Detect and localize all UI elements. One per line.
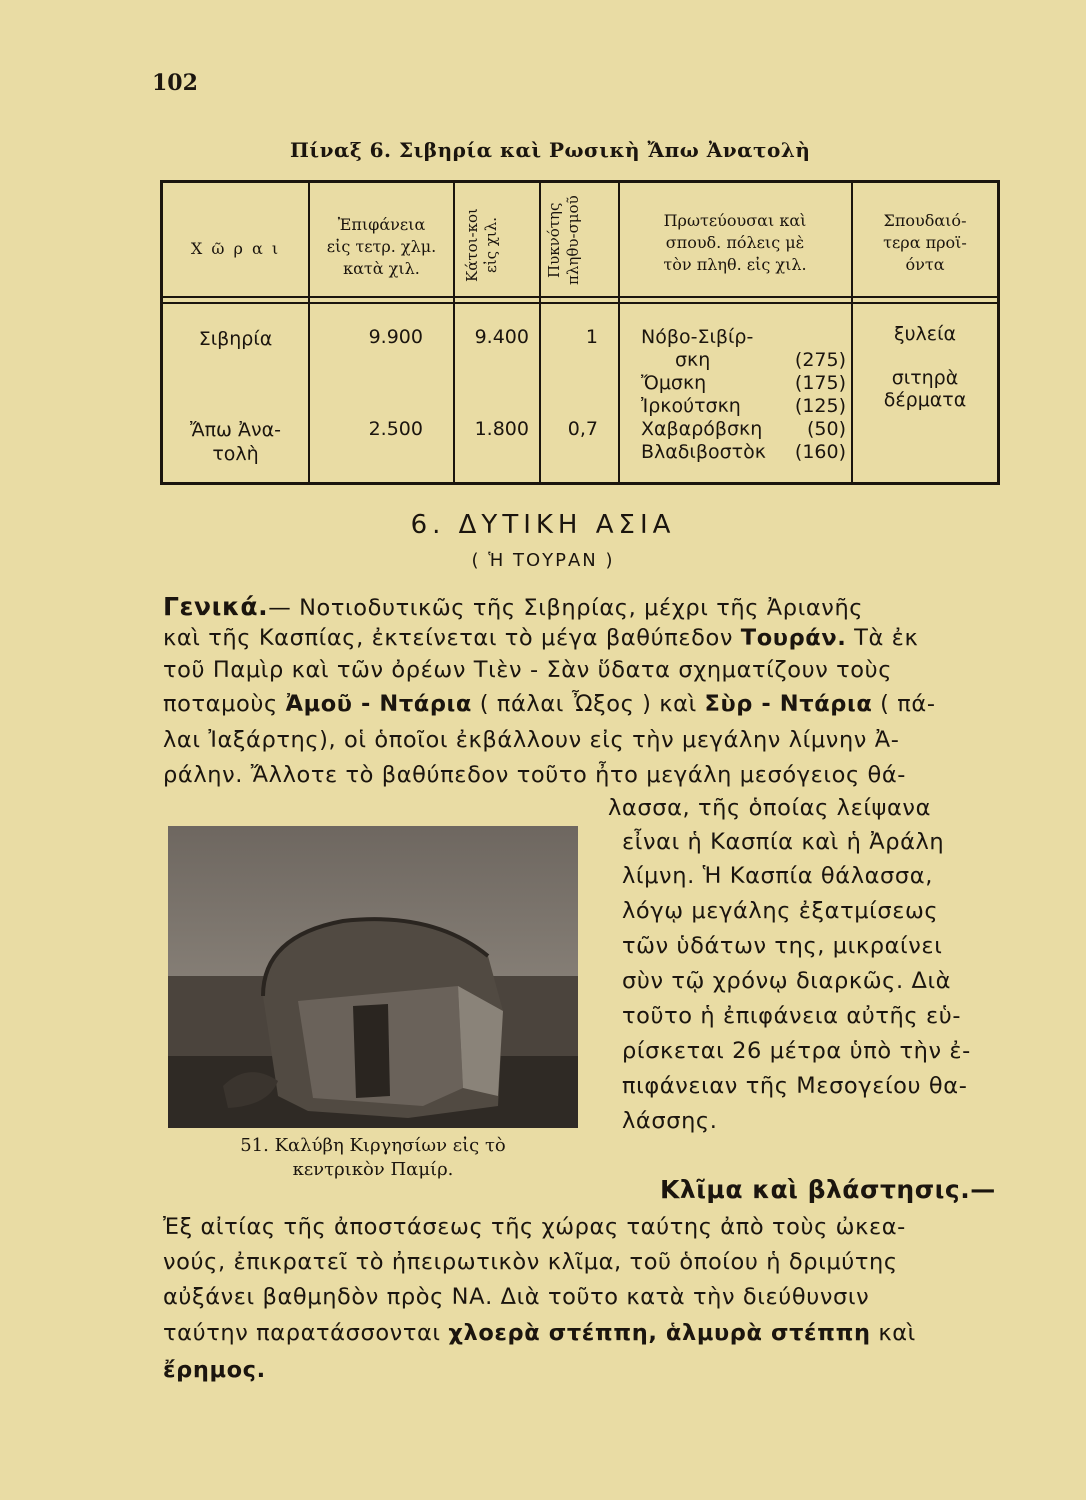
header-area-l1: Ἐπιφάνεια xyxy=(337,215,426,234)
row-siberia-region: Σιβηρία xyxy=(198,328,273,350)
paragraph-line: ταύτην παρατάσσονται χλοερὰ στέππη, ἁλμυρὰ στέππη καὶ xyxy=(163,1320,916,1346)
paragraph-line: ρίσκεται 26 μέτρα ὑπὸ τὴν ἐ- xyxy=(622,1038,971,1064)
header-regions: Χ ῶ ρ α ι xyxy=(190,239,281,258)
product-item: δέρματα xyxy=(883,389,967,411)
paragraph-line: Γενικά.— Νοτιοδυτικῶς τῆς Σιβηρίας, μέχρι τῆς Ἀριανῆς xyxy=(163,592,864,621)
row-fareast-area: 2.500 xyxy=(368,418,423,440)
paragraph-line: ράλην. Ἄλλοτε τὸ βαθύπεδον τοῦτο ἦτο μεγάλη μεσόγειος θά- xyxy=(163,762,907,788)
row-fareast-region-l1: Ἄπω Ἀνα- xyxy=(190,419,281,441)
section-title: 6. ΔΥΤΙΚΗ ΑΣΙΑ xyxy=(410,510,676,540)
header-capitals-l3: τὸν πληθ. εἰς χιλ. xyxy=(663,255,807,274)
statistics-table: Χ ῶ ρ α ι Ἐπιφάνεια εἰς τετρ. χλμ. κατὰ χιλ. Κάτοι-κοι εἰς χιλ. Πυκνότης πληθυ-σμοῦ Πρωτεύουσαι καὶ σπουδ. πόλεις μὲ τὸν πληθ. εἰς χιλ. Σπουδαιό- τερα προϊ- όντα Σιβηρία 9.900 9.400 1 Ἄπω Ἀνα- τολὴ 2.500 1.800 0,7 Νόβο-Σιβίρ- σκη (275) Ὄμσκη (175) Ἰρκούτσκη (125) Χαβαρόβσκη (50) Βλαδιβοστὸκ (160) ξυλεία σιτηρὰ δέρματα xyxy=(160,180,1000,485)
paragraph-line: λάσσης. xyxy=(622,1108,718,1134)
table-title: Πίναξ 6. Σιβηρία καὶ Ρωσικὴ Ἄπω Ἀνατολὴ xyxy=(290,138,811,162)
climate-heading: Κλῖμα καὶ βλάστησις.— xyxy=(660,1175,996,1204)
paragraph-line: τοῦτο ἡ ἐπιφάνεια αὐτῆς εὑ- xyxy=(622,1003,962,1029)
page-number: 102 xyxy=(152,70,198,96)
product-item: σιτηρὰ xyxy=(891,367,959,389)
figure-caption xyxy=(168,1134,578,1182)
paragraph-line: λαι Ἰαξάρτης), οἱ ὁποῖοι ἐκβάλλουν εἰς τὴν μεγάλην λίμνην Ἀ- xyxy=(163,727,900,753)
paragraph-line: νούς, ἐπικρατεῖ τὸ ἠπειρωτικὸν κλῖμα, τοῦ ὁποίου ἡ δριμύτης xyxy=(163,1249,898,1275)
header-area-l2: εἰς τετρ. χλμ. xyxy=(326,237,437,256)
paragraph-line: πιφάνειαν τῆς Μεσογείου θα- xyxy=(622,1073,968,1099)
caption-line-1: 51. Καλύβη Κιργησίων εἰς τὸ xyxy=(240,1135,506,1156)
paragraph-line: ποταμοὺς Ἀμοῦ - Ντάρια ( πάλαι Ὦξος ) καὶ Σὺρ - Ντάρια ( πά- xyxy=(163,691,936,717)
product-item: ξυλεία xyxy=(893,323,957,345)
caption-line-2: κεντρικὸν Παμίρ. xyxy=(292,1159,454,1180)
paragraph-line: ἔρημος. xyxy=(163,1357,266,1383)
paragraph-line: Ἐξ αἰτίας τῆς ἀποστάσεως τῆς χώρας ταύτης ἀπὸ τοὺς ὠκεα- xyxy=(163,1214,906,1240)
row-fareast-density: 0,7 xyxy=(567,418,598,440)
header-area-l3: κατὰ χιλ. xyxy=(343,259,420,278)
row-fareast-population: 1.800 xyxy=(474,418,529,440)
header-products-l1: Σπουδαιό- xyxy=(883,211,967,230)
section-subtitle: ( Ἡ ΤΟΥΡΑΝ ) xyxy=(471,550,615,571)
paragraph-head: Γενικά. xyxy=(163,592,269,621)
paragraph-line: αὐξάνει βαθμηδὸν πρὸς ΝΑ. Διὰ τοῦτο κατὰ τὴν διεύθυνσιν xyxy=(163,1284,870,1310)
header-products-l2: τερα προϊ- xyxy=(883,233,967,252)
header-density: Πυκνότης πληθυ-σμοῦ xyxy=(545,195,582,285)
paragraph-line: τοῦ Παμὶρ καὶ τῶν ὀρέων Τιὲν - Σὰν ὕδατα σχηματίζουν τοὺς xyxy=(163,657,893,683)
row-siberia-area: 9.900 xyxy=(368,326,423,348)
yurt-photo xyxy=(168,826,578,1128)
paragraph-line: λόγῳ μεγάλης ἐξατμίσεως xyxy=(622,898,939,924)
header-products-l3: όντα xyxy=(905,255,945,274)
paragraph-line: καὶ τῆς Κασπίας, ἐκτείνεται τὸ μέγα βαθύπεδον Τουράν. Τὰ ἐκ xyxy=(163,625,919,651)
paragraph-line: λίμνη. Ἡ Κασπία θάλασσα, xyxy=(622,863,933,889)
row-siberia-population: 9.400 xyxy=(474,326,529,348)
paragraph-line: σὺν τῷ χρόνῳ διαρκῶς. Διὰ xyxy=(622,968,952,994)
row-siberia-density: 1 xyxy=(585,326,598,348)
header-population: Κάτοι-κοι εἰς χιλ. xyxy=(463,208,500,282)
paragraph-line: εἶναι ἡ Κασπία καὶ ἡ Ἀράλη xyxy=(622,829,945,855)
paragraph-line: τῶν ὑδάτων της, μικραίνει xyxy=(622,933,943,959)
row-fareast-region-l2: τολὴ xyxy=(212,443,259,465)
paragraph-line: λασσα, τῆς ὁποίας λείψανα xyxy=(608,795,932,821)
header-capitals-l2: σπουδ. πόλεις μὲ xyxy=(665,233,805,252)
header-capitals-l1: Πρωτεύουσαι καὶ xyxy=(663,211,807,230)
